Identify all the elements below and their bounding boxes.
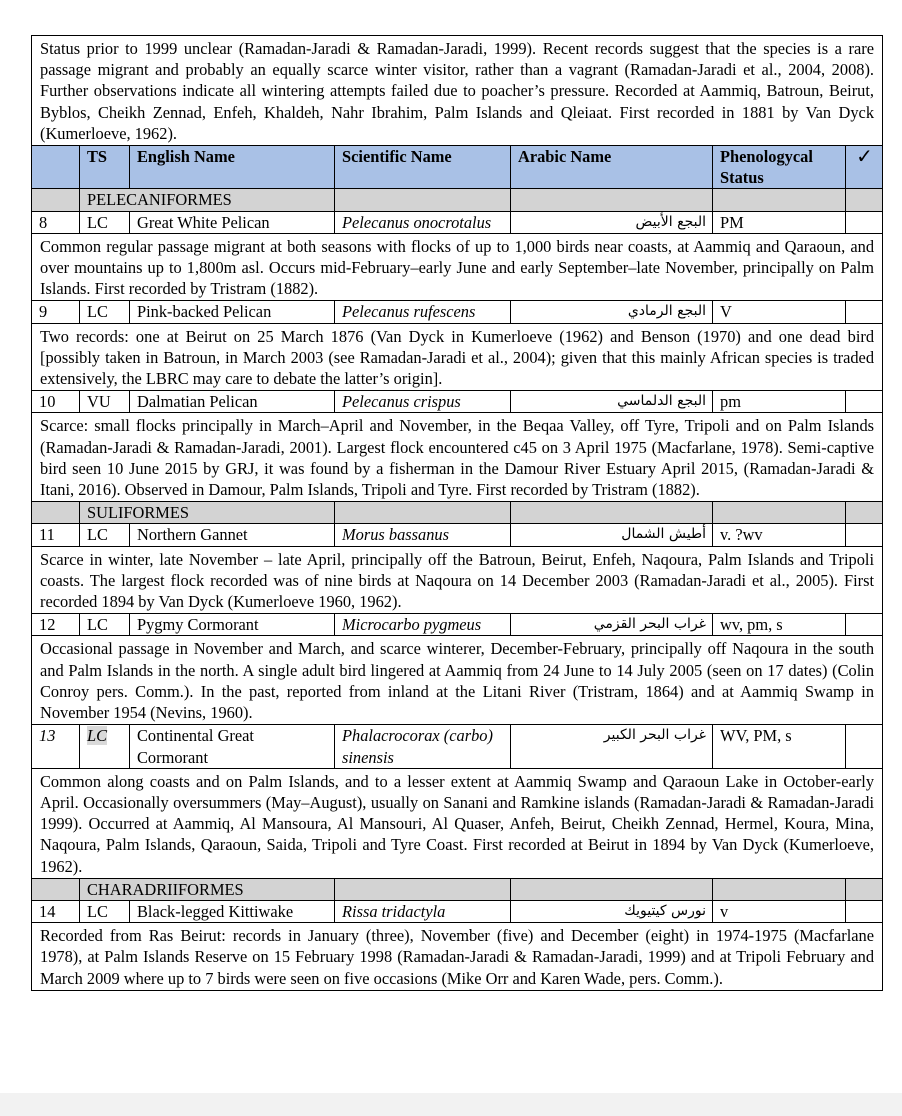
header-ts: TS bbox=[80, 146, 130, 189]
intro-paragraph: Status prior to 1999 unclear (Ramadan-Jaradi & Ramadan-Jaradi, 1999). Recent records suggest that the species is a rare passage migrant and probably an equally scarce winter visitor, rather than a vagrant (Ramadan-Jaradi et al., 2004, 2008). Further observations indicate all wintering attempts failed due to poacher’s pressure. Recorded at Aammiq, Batroun, Beirut, Byblos, Cheikh Zennad, Enfeh, Khaldeh, Nahr Ibrahim, Palm Islands and Qleiaat. First recorded in 1881 by Van Dyck (Kumerloeve, 1962). bbox=[32, 36, 883, 146]
species-notes: Scarce in winter, late November – late April, principally off the Batroun, Beirut, Enfeh, Naqoura, Palm Islands and Tripoli coasts. The largest flock recorded was of nine birds at Naqoura on 14 December 2003 (Ramadan-Jaradi et al., 2005). First recorded 1894 by Van Dyck (Kumerloeve 1960, 1962). bbox=[32, 546, 883, 614]
species-english-name: Black-legged Kittiwake bbox=[130, 900, 335, 922]
species-checklist-table bbox=[31, 35, 883, 991]
species-scientific-name: Rissa tridactyla bbox=[335, 900, 511, 922]
species-check bbox=[846, 211, 883, 233]
species-ts: LC bbox=[80, 900, 130, 922]
header-arabic-name: Arabic Name bbox=[511, 146, 713, 189]
species-check bbox=[846, 524, 883, 546]
species-english-name: Pink-backed Pelican bbox=[130, 301, 335, 323]
species-status: pm bbox=[713, 391, 846, 413]
species-ts: LC bbox=[80, 211, 130, 233]
species-number: 13 bbox=[32, 725, 80, 768]
species-check bbox=[846, 391, 883, 413]
species-row bbox=[32, 391, 883, 413]
species-notes: Common along coasts and on Palm Islands, and to a lesser extent at Aammiq Swamp and Qaraoun Lake in October-early April. Occasionally oversummers (May–August), usually on Sanani and Ramkine islands (Ramadan-Jaradi & Ramadan-Jaradi 1999). Occurred at Aammiq, Al Mansoura, Al Mansouri, Al Quaser, Anfeh, Beirut, Cheikh Zennad, Hermel, Koura, Mina, Naqoura, Palm Islands, Qaraoun, Saida, Tripoli and Tyre Coast. First recorded at Beirut in 1894 by Van Dyck (Kumerloeve, 1962). bbox=[32, 768, 883, 878]
species-arabic-name: البجع الأبيض bbox=[511, 211, 713, 233]
species-row bbox=[32, 725, 883, 768]
header-english-name: English Name bbox=[130, 146, 335, 189]
species-arabic-name: أطيش الشمال bbox=[511, 524, 713, 546]
order-row-suliformes bbox=[32, 502, 883, 524]
species-check bbox=[846, 301, 883, 323]
species-status: wv, pm, s bbox=[713, 614, 846, 636]
species-ts: LC bbox=[87, 726, 108, 746]
species-notes: Occasional passage in November and March, and scarce winterer, December-February, principally off Naqoura in the south and Palm Islands in the north. A single adult bird lingered at Aammiq from 24 June to 14 July 2005 (seen on 17 dates) (Colin Conroy pers. Comm.). In the past, reported from inland at the Litani River (Tristram, 1864) and at Aammiq Swamp in November 1954 (Nevins, 1960). bbox=[32, 636, 883, 725]
species-scientific-name: Microcarbo pygmeus bbox=[335, 614, 511, 636]
species-ts: LC bbox=[80, 301, 130, 323]
species-notes-row bbox=[32, 323, 883, 391]
species-arabic-name: نورس كيتيويك bbox=[511, 900, 713, 922]
species-number: 12 bbox=[32, 614, 80, 636]
species-number: 9 bbox=[32, 301, 80, 323]
header-row bbox=[32, 146, 883, 189]
order-name: CHARADRIIFORMES bbox=[80, 878, 335, 900]
order-name: SULIFORMES bbox=[80, 502, 335, 524]
species-scientific-name: Phalacrocorax (carbo) sinensis bbox=[335, 725, 511, 768]
species-notes-row bbox=[32, 233, 883, 301]
species-scientific-name: Pelecanus rufescens bbox=[335, 301, 511, 323]
species-arabic-name: البجع الدلماسي bbox=[511, 391, 713, 413]
species-notes-row bbox=[32, 413, 883, 502]
intro-row bbox=[32, 36, 883, 146]
species-arabic-name: البجع الرمادي bbox=[511, 301, 713, 323]
header-phenological-status: Phenologycal Status bbox=[713, 146, 846, 189]
species-status: PM bbox=[713, 211, 846, 233]
species-row bbox=[32, 211, 883, 233]
species-check bbox=[846, 614, 883, 636]
species-ts: VU bbox=[80, 391, 130, 413]
species-notes-row bbox=[32, 768, 883, 878]
species-scientific-name: Pelecanus onocrotalus bbox=[335, 211, 511, 233]
order-row-pelecaniformes bbox=[32, 189, 883, 211]
species-notes: Common regular passage migrant at both seasons with flocks of up to 1,000 birds near coasts, at Aammiq and Qaraoun, and over mountains up to 1,800m asl. Occurs mid-February–early June and early September–late November, principally on Palm Islands. First recorded by Tristram (1882). bbox=[32, 233, 883, 301]
species-number: 10 bbox=[32, 391, 80, 413]
species-arabic-name: غراب البحر الكبير bbox=[511, 725, 713, 768]
page-bottom-band bbox=[0, 1093, 902, 1116]
species-row bbox=[32, 524, 883, 546]
species-english-name: Continental Great Cormorant bbox=[130, 725, 335, 768]
order-name: PELECANIFORMES bbox=[80, 189, 335, 211]
species-notes-row bbox=[32, 923, 883, 991]
species-row bbox=[32, 614, 883, 636]
species-arabic-name: غراب البحر القزمي bbox=[511, 614, 713, 636]
species-number: 8 bbox=[32, 211, 80, 233]
species-notes-row bbox=[32, 636, 883, 725]
species-check bbox=[846, 900, 883, 922]
species-row bbox=[32, 301, 883, 323]
species-notes: Two records: one at Beirut on 25 March 1876 (Van Dyck in Kumerloeve (1962) and Benson (1970) and one dead bird [possibly taken in Batroun, in March 2003 (see Ramadan-Jaradi et al., 2004); given that this mainly African species is traded extensively, the LBRC may care to debate the latter’s origin]. bbox=[32, 323, 883, 391]
species-number: 11 bbox=[32, 524, 80, 546]
header-check bbox=[846, 146, 883, 189]
species-status: v bbox=[713, 900, 846, 922]
header-number-cell bbox=[32, 146, 80, 189]
species-check bbox=[846, 725, 883, 768]
species-english-name: Northern Gannet bbox=[130, 524, 335, 546]
species-english-name: Dalmatian Pelican bbox=[130, 391, 335, 413]
species-status: WV, PM, s bbox=[713, 725, 846, 768]
species-row bbox=[32, 900, 883, 922]
species-ts: LC bbox=[80, 524, 130, 546]
checkmark-icon: ✓ bbox=[856, 144, 873, 169]
order-row-charadriiformes bbox=[32, 878, 883, 900]
header-scientific-name: Scientific Name bbox=[335, 146, 511, 189]
species-number: 14 bbox=[32, 900, 80, 922]
species-english-name: Pygmy Cormorant bbox=[130, 614, 335, 636]
species-ts-cell bbox=[80, 725, 130, 768]
species-scientific-name: Morus bassanus bbox=[335, 524, 511, 546]
species-status: V bbox=[713, 301, 846, 323]
species-ts: LC bbox=[80, 614, 130, 636]
species-scientific-name: Pelecanus crispus bbox=[335, 391, 511, 413]
species-status: v. ?wv bbox=[713, 524, 846, 546]
species-notes-row bbox=[32, 546, 883, 614]
species-notes: Recorded from Ras Beirut: records in January (three), November (five) and December (eight) in 1974-1975 (Macfarlane 1978), at Palm Islands Reserve on 15 February 1998 (Ramadan-Jaradi & Ramadan-Jaradi, 1999) and at Tripoli February and March 2009 where up to 7 birds were seen on five occasions (Mike Orr and Karen Wade, pers. Comm.). bbox=[32, 923, 883, 991]
species-notes: Scarce: small flocks principally in March–April and November, in the Beqaa Valley, off Tyre, Tripoli and on Palm Islands (Ramadan-Jaradi & Ramadan-Jaradi, 2001). Largest flock encountered c45 on 3 April 1975 (Macfarlane, 1978). Semi-captive bird seen 10 June 2015 by GRJ, it was found by a fisherman in the Damour River Estuary April 2015, (Ramadan-Jaradi & Itani, 2016). Observed in Damour, Palm Islands, Tripoli and Tyre. First recorded by Tristram (1882). bbox=[32, 413, 883, 502]
species-english-name: Great White Pelican bbox=[130, 211, 335, 233]
